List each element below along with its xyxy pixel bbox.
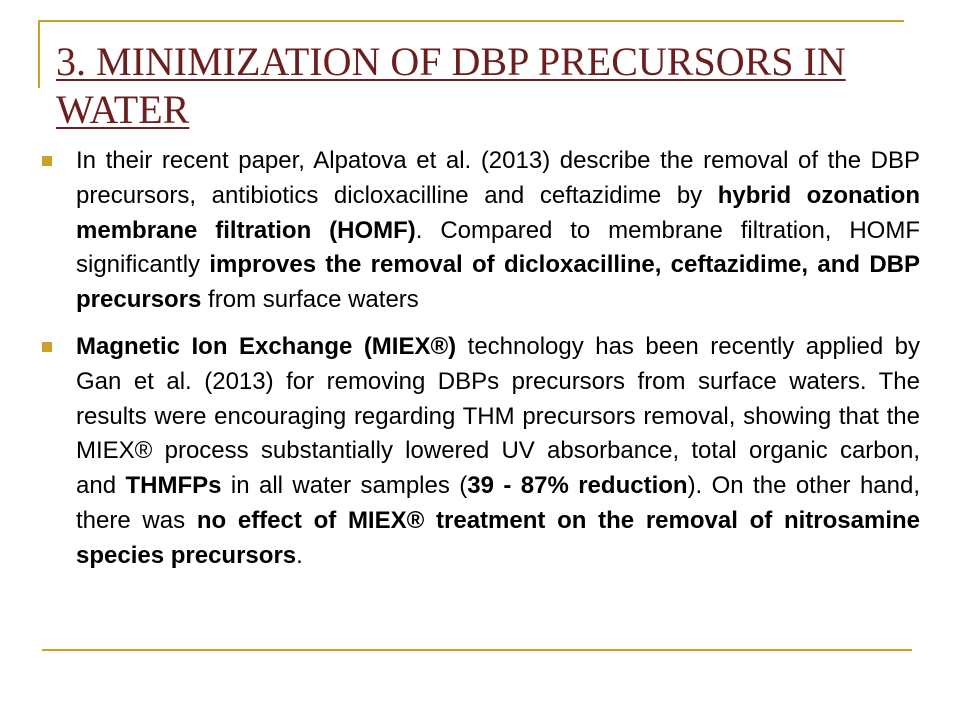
bullet-text: technology has been recently applied by Gan et al. (2013) for removing DBPs precursors from surface waters. The results were encouraging regarding THM precursors removal, showing that the MIEX® process substantially lowered UV absorbance, total organic carbon, and: [76, 332, 921, 500]
square-bullet-icon: [42, 342, 52, 352]
bullet-text-bold: THMFPs: [125, 472, 222, 500]
bullet-text: in all water samples (: [221, 472, 468, 500]
left-rule: [38, 20, 40, 88]
bullet-text-bold: no effect of MIEX® treatment on the removal of nitrosamine species precursors: [76, 506, 920, 569]
bullet-text: . Compared to membrane filtration, HOMF significantly: [76, 216, 921, 279]
bullet-text: ). On the other hand, there was: [76, 472, 921, 534]
bullet-list: [40, 144, 920, 586]
bullet-item: [40, 144, 920, 318]
bullet-paragraph: [76, 144, 920, 318]
bullet-item: [40, 330, 920, 574]
bullet-text-bold: hybrid ozonation membrane filtration (HOMF): [76, 181, 920, 244]
slide-title: 3. MINIMIZATION OF DBP PRECURSORS IN WATER: [56, 39, 846, 132]
top-rule: [38, 20, 904, 22]
bullet-text-bold: Magnetic Ion Exchange (MIEX®): [76, 332, 457, 360]
bullet-paragraph: [76, 330, 920, 574]
bullet-text: In their recent paper, Alpatova et al. (2013) describe the removal of the DBP precursors, antibiotics dicloxacilline and ceftazidime by: [76, 147, 920, 209]
bullet-text-bold: 39 - 87% reduction: [467, 472, 688, 500]
bullet-text: from surface waters: [201, 286, 419, 314]
bottom-rule: [42, 649, 912, 651]
bullet-text: .: [296, 541, 303, 569]
bullet-text-bold: improves the removal of dicloxacilline, ceftazidime, and DBP precursors: [76, 251, 920, 314]
square-bullet-icon: [42, 156, 52, 166]
